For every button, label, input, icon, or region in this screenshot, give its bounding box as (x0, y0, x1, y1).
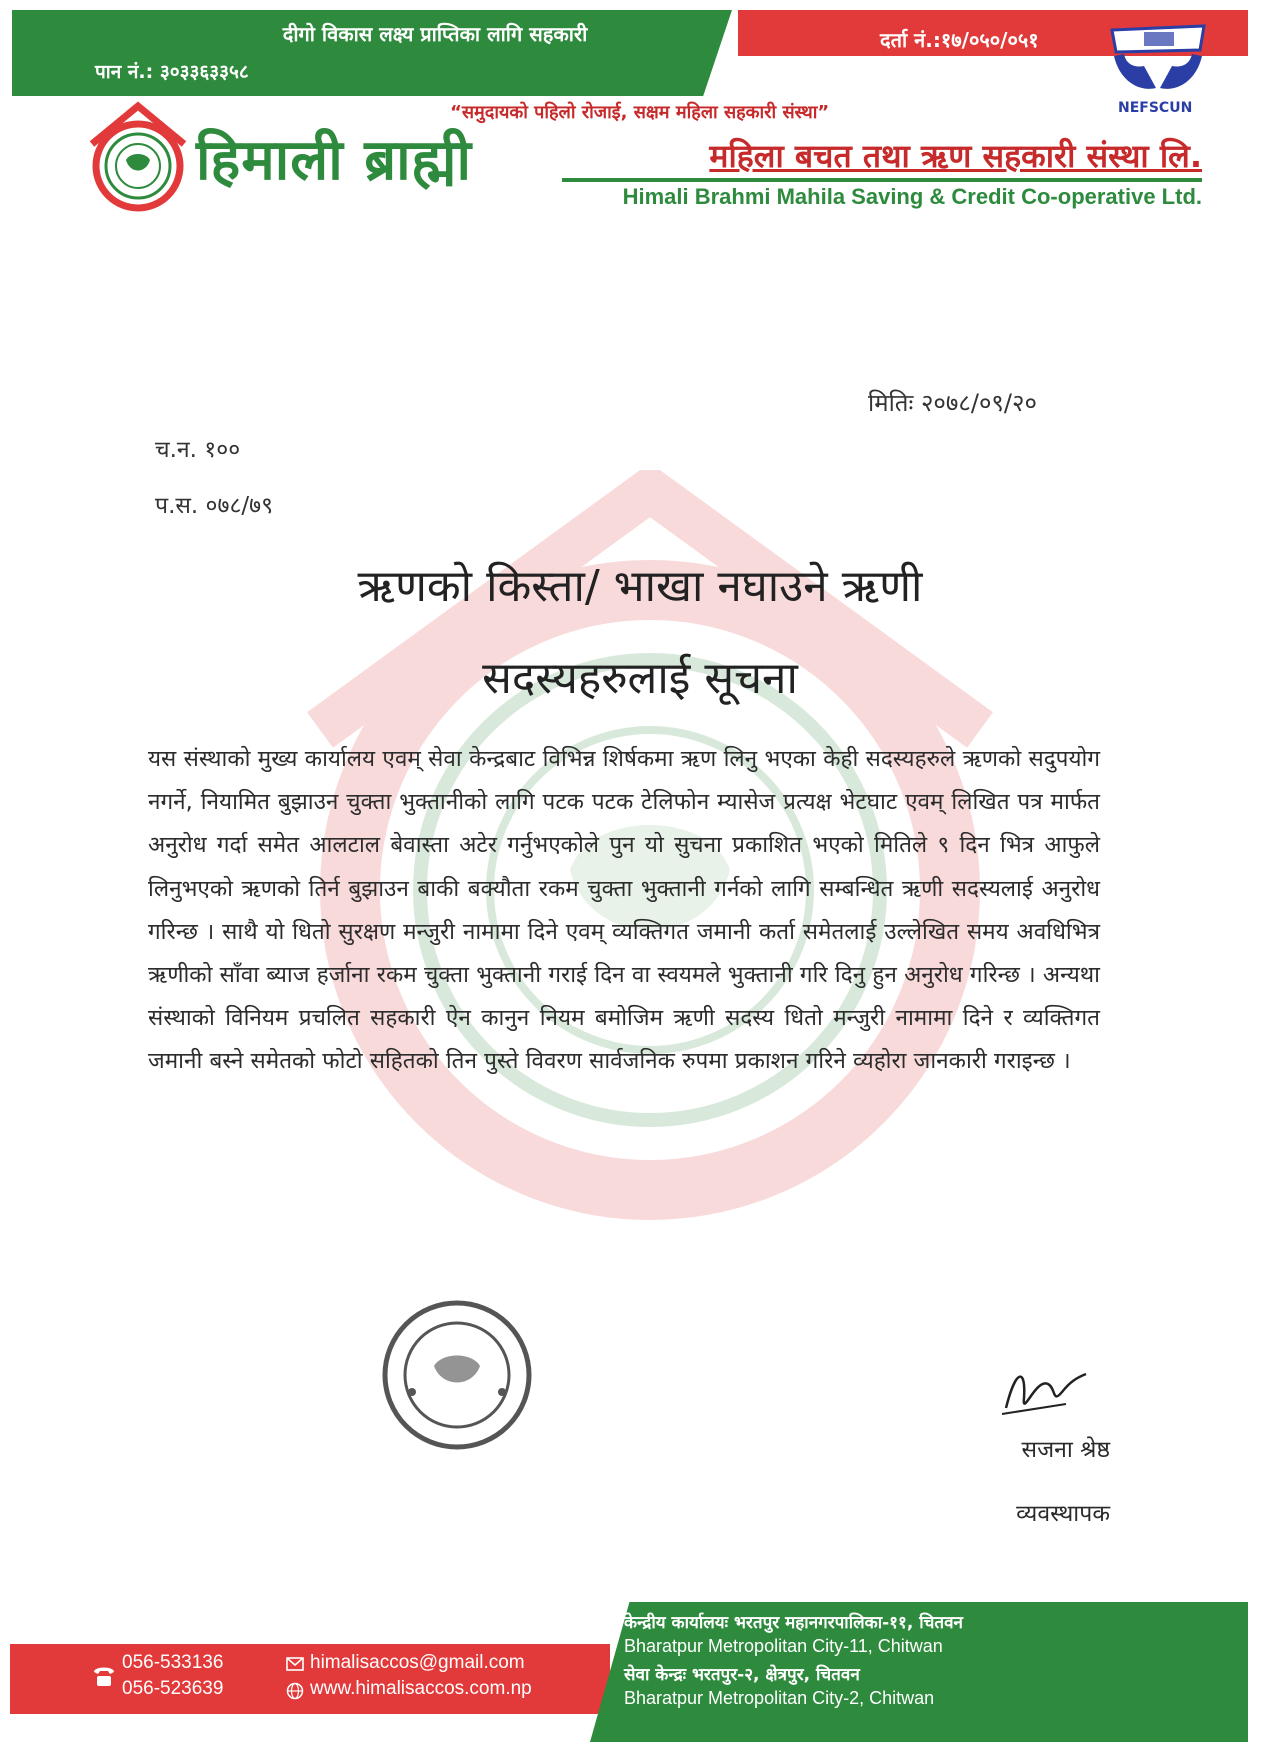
reference-number: च.न. १०० (155, 437, 241, 463)
notice-body: यस संस्थाको मुख्य कार्यालय एवम् सेवा केन्द्रबाट विभिन्न शिर्षकमा ऋण लिनु भएका केही सदस्यहरुले ऋणको सदुपयोग नगर्ने, नियामित बुझाउन चुक्ता भुक्तानीको लागि पटक पटक टेलिफोन म्यासेज प्रत्यक्ष भेटघाट एवम् लिखित पत्र मार्फत अनुरोध गर्दा समेत आलटाल बेवास्ता अटेर गर्नुभएकोले पुन यो सुचना प्रकाशित भएको मितिले ९ दिन भित्र आफुले लिनुभएको ऋणको तिर्न बुझाउन बाकी बक्यौता रकम चुक्ता भुक्तानी गर्नको लागि सम्बन्धित ऋणी सदस्यलाई अनुरोध गरिन्छ । साथै यो धितो सुरक्षण मन्जुरी नामामा दिने एवम् व्यक्तिगत जमानी कर्ता समेतलाई उल्लेखित समय अवधिभित्र ऋणीको साँवा ब्याज हर्जाना रकम चुक्ता भुक्तानी गराई दिन वा स्वयमले भुक्तानी गरि दिनु हुन अनुरोध गरिन्छ । अन्यथा संस्थाको विनियम प्रचलित सहकारी ऐन कानुन नियम बमोजिम ऋणी सदस्य धितो मन्जुरी नामामा दिने र व्यक्तिगत जमानी बस्ने समेतको फोटो सहितको तिन पुस्ते विवरण सार्वजनिक रुपमा प्रकाशन गरिने व्यहोरा जानकारी गराइन्छ । (148, 746, 1100, 1075)
pan-number: पान नं.: ३०३३६३३५८ (95, 61, 249, 83)
letter-date: मितिः २०७८/०९/२० (868, 389, 1037, 417)
notice-title-line1: ऋणको किस्ता/ भाखा नघाउने ऋणी (357, 561, 923, 612)
org-logo (86, 100, 190, 212)
service-center-np: सेवा केन्द्रः भरतपुर-२, क्षेत्रपुर, चितवन (624, 1665, 860, 1685)
notice-title-line2: सदस्यहरुलाई सूचना (482, 653, 798, 704)
head-office-np: केन्द्रीय कार्यालयः भरतपुर महानगरपालिका-११, चितवन (624, 1613, 963, 1633)
email-icon (286, 1656, 304, 1672)
phone-icon (90, 1662, 118, 1690)
nefscun-label: NEFSCUN (1118, 100, 1193, 116)
fiscal-year: प.स. ०७८/७९ (155, 493, 274, 519)
phone-number-1[interactable]: 056-533136 (122, 1652, 224, 1673)
org-name-en: Himali Brahmi Mahila Saving & Credit Co-operative Ltd. (622, 184, 1202, 209)
org-name-np-part2: महिला बचत तथा ऋण सहकारी संस्था लि. (709, 137, 1202, 175)
globe-icon (286, 1682, 304, 1700)
org-name-np-part1: हिमाली ब्राह्मी (196, 128, 473, 193)
signature (996, 1348, 1096, 1428)
nefscun-logo (1104, 16, 1212, 96)
phone-number-2[interactable]: 056-523639 (122, 1678, 224, 1699)
website-link[interactable]: www.himalisaccos.com.np (310, 1678, 532, 1699)
official-seal (378, 1296, 536, 1454)
registration-number: दर्ता नं.:१७/०५०/०५१ (880, 28, 1039, 52)
org-name-divider (562, 178, 1202, 182)
header-tagline: दीगो विकास लक्ष्य प्राप्तिका लागि सहकारी (282, 22, 588, 46)
email-link[interactable]: himalisaccos@gmail.com (310, 1652, 525, 1673)
head-office-en: Bharatpur Metropolitan City-11, Chitwan (624, 1636, 943, 1656)
signer-name: सजना श्रेष्ठ (1021, 1437, 1110, 1463)
service-center-en: Bharatpur Metropolitan City-2, Chitwan (624, 1688, 935, 1708)
slogan: “समुदायको पहिलो रोजाई, सक्षम महिला सहकारी संस्था” (450, 102, 830, 123)
signer-designation: व्यवस्थापक (1016, 1501, 1110, 1527)
